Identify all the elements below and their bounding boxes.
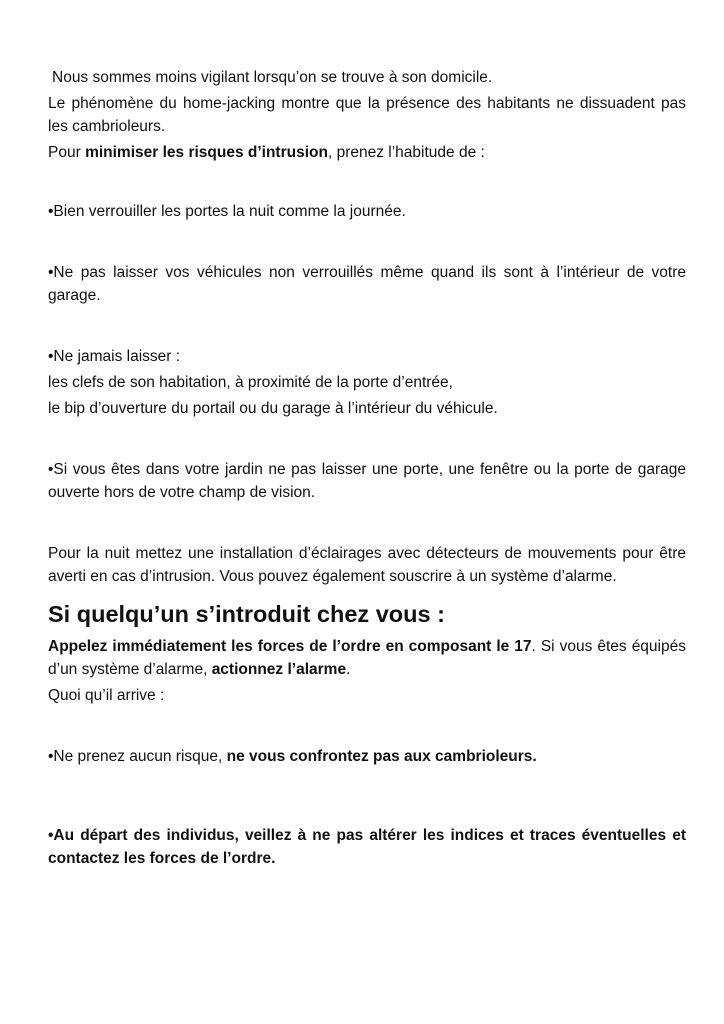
tip-lock-doors: •Bien verrouiller les portes la nuit comme la journée. [48,203,406,220]
habits-suffix: , prenez l’habitude de : [327,144,485,161]
intrusion-departure [48,824,686,870]
tip-night-lighting: Pour la nuit mettez une installation d’éclairages avec détecteurs de mouvements pour être averti en cas d’intrusion. Vous pouvez également souscrire à un système d’alarme. [48,545,686,585]
habits-prefix: Pour [48,144,86,161]
call-middle: . Si vous êtes équipés d’un système d’alarme, [48,638,686,678]
departure-emphasis: •Au départ des individus, veillez à ne pas altérer les indices et traces éventuelles et contactez les forces de l’ordre. [48,827,686,867]
intrusion-whatever: Quoi qu’il arrive : [48,687,165,704]
intro-line-habits [48,141,686,164]
intro-line-vigilance: Nous sommes moins vigilant lorsqu’on se trouve à son domicile. [52,69,493,86]
section-heading-intrusion: Si quelqu’un s’introduit chez vous : [48,601,445,627]
intrusion-no-risk [48,745,686,768]
document-page [48,66,686,870]
intrusion-call-police [48,635,686,681]
tip-garden: •Si vous êtes dans votre jardin ne pas laisser une porte, une fenêtre ou la porte de garage ouverte hors de votre champ de vision. [48,461,686,501]
tip-vehicles: •Ne pas laisser vos véhicules non verrouillés même quand ils sont à l’intérieur de votre garage. [48,264,686,304]
call-emphasis: Appelez immédiatement les forces de l’ordre en composant le 17 [48,638,532,655]
intro-line-home-jacking: Le phénomène du home-jacking montre que la présence des habitants ne dissuadent pas les cambrioleurs. [48,95,686,135]
tip-remote: le bip d’ouverture du portail ou du garage à l’intérieur du véhicule. [48,400,498,417]
alarm-emphasis: actionnez l’alarme [211,661,347,678]
alarm-end: . [346,661,351,678]
habits-emphasis: minimiser les risques d’intrusion [85,144,328,161]
tip-keys: les clefs de son habitation, à proximité de la porte d’entrée, [48,374,453,391]
risk-emphasis: ne vous confrontez pas aux cambrioleurs. [226,748,537,765]
tip-never-leave: •Ne jamais laisser : [48,348,181,365]
risk-prefix: •Ne prenez aucun risque, [48,748,227,765]
